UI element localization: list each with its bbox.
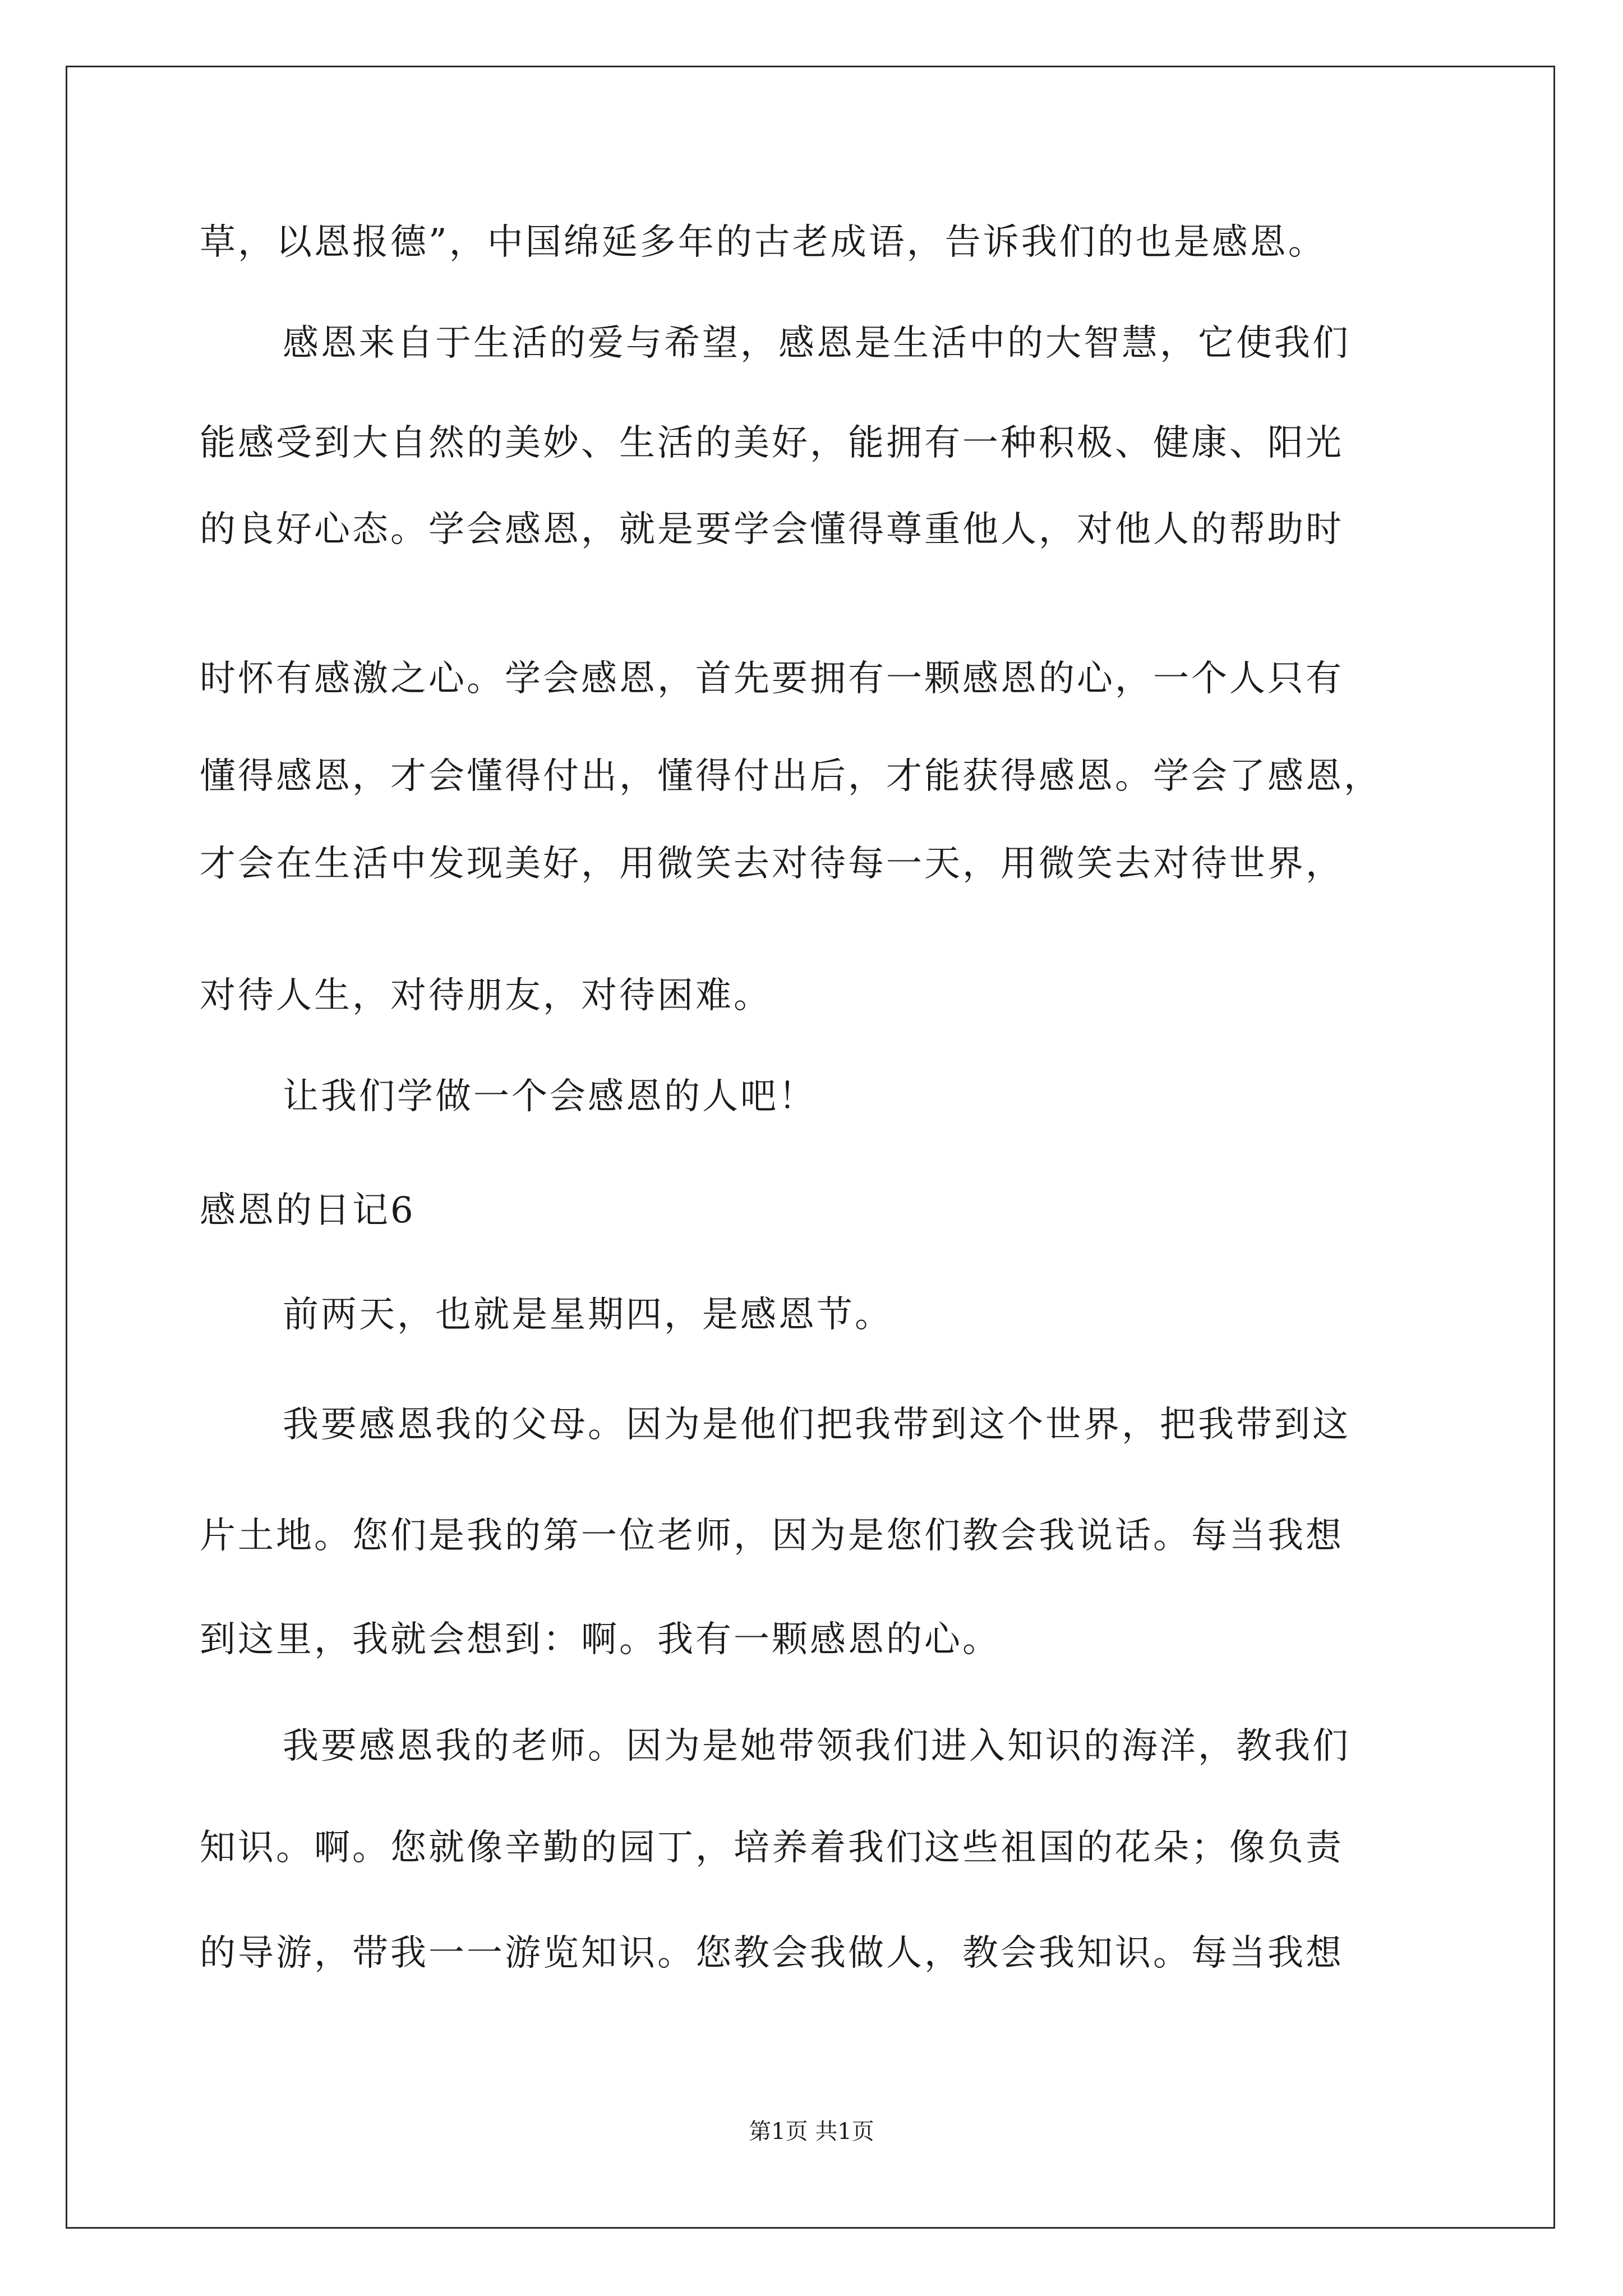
text-line: 才会在生活中发现美好，用微笑去对待每一天，用微笑去对待世界， — [200, 843, 1344, 885]
text-line: 的良好心态。学会感恩，就是要学会懂得尊重他人，对他人的帮助时 — [200, 509, 1344, 550]
text-line: 我要感恩我的父母。因为是他们把我带到这个世界，把我带到这 — [283, 1404, 1350, 1446]
text-line: 知识。啊。您就像辛勤的园丁，培养着我们这些祖国的花朵；像负责 — [200, 1827, 1344, 1869]
page-border — [66, 66, 1555, 2229]
text-line: 时怀有感激之心。学会感恩，首先要拥有一颗感恩的心，一个人只有 — [200, 658, 1344, 700]
text-line: 懂得感恩，才会懂得付出，懂得付出后，才能获得感恩。学会了感恩， — [200, 756, 1382, 797]
text-line: 对待人生，对待朋友，对待困难。 — [200, 975, 772, 1016]
page-footer: 第1页 共1页 — [749, 2119, 874, 2145]
text-line: 感恩来自于生活的爱与希望，感恩是生活中的大智慧，它使我们 — [283, 323, 1350, 364]
text-line: 能感受到大自然的美妙、生活的美好，能拥有一种积极、健康、阳光 — [200, 422, 1344, 464]
text-line: 我要感恩我的老师。因为是她带领我们进入知识的海洋，教我们 — [283, 1726, 1350, 1767]
text-line: 前两天，也就是星期四，是感恩节。 — [283, 1294, 893, 1336]
section-heading: 感恩的日记6 — [200, 1190, 416, 1231]
text-line: 让我们学做一个会感恩的人吧！ — [283, 1076, 817, 1117]
text-line: 的导游，带我一一游览知识。您教会我做人，教会我知识。每当我想 — [200, 1932, 1344, 1974]
text-line: 到这里，我就会想到：啊。我有一颗感恩的心。 — [200, 1619, 1000, 1660]
text-line: 草，以恩报德”，中国绵延多年的古老成语，告诉我们的也是感恩。 — [200, 222, 1326, 263]
text-line: 片土地。您们是我的第一位老师，因为是您们教会我说话。每当我想 — [200, 1515, 1344, 1557]
